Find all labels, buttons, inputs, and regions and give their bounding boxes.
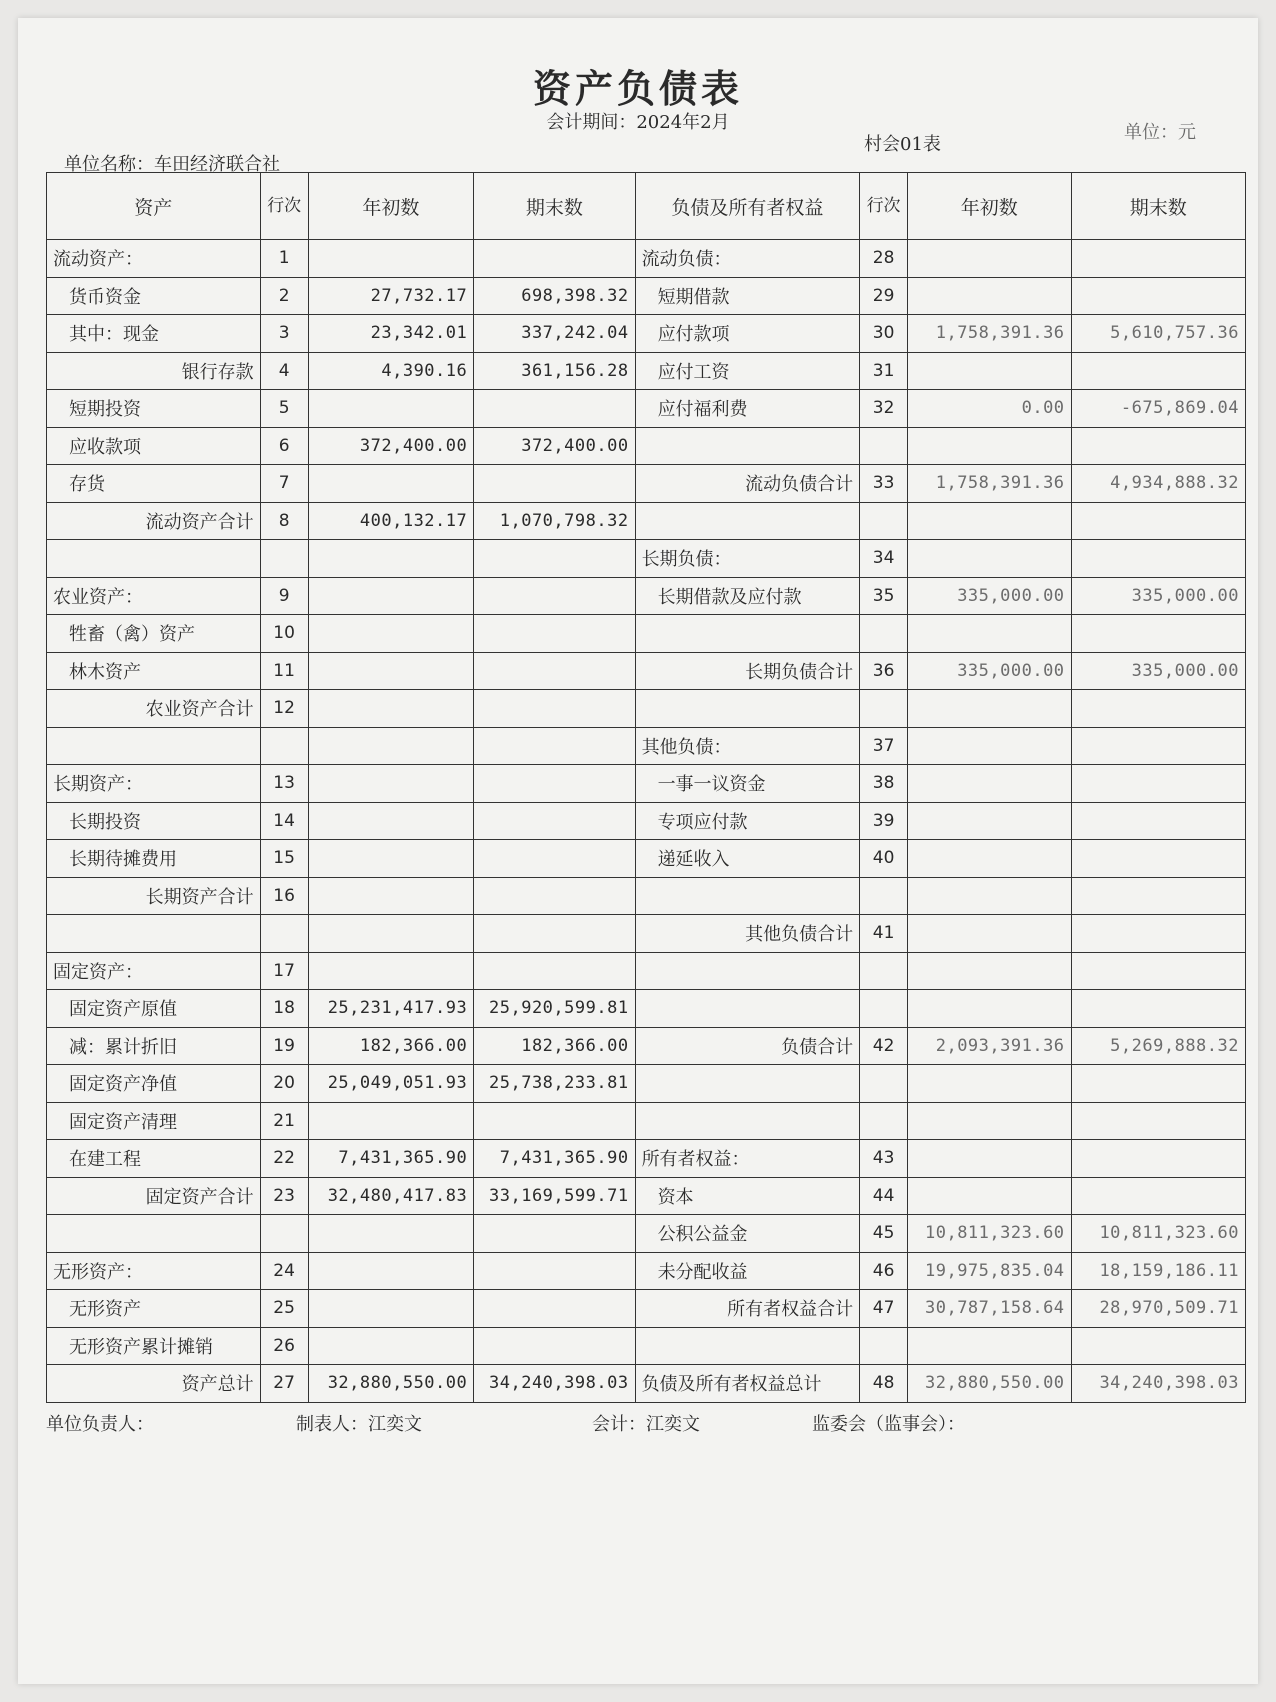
asset-end-value: 25,920,599.81 bbox=[474, 990, 635, 1028]
asset-line-no: 11 bbox=[260, 652, 308, 690]
asset-label: 固定资产清理 bbox=[47, 1102, 261, 1140]
asset-end-value bbox=[474, 690, 635, 728]
table-row bbox=[47, 952, 1246, 990]
table-row bbox=[47, 802, 1246, 840]
liability-begin-value: 1,758,391.36 bbox=[908, 315, 1072, 353]
asset-begin-value bbox=[308, 840, 474, 878]
liability-line-no bbox=[860, 990, 908, 1028]
asset-begin-value bbox=[308, 1102, 474, 1140]
liability-end-value bbox=[1071, 615, 1245, 653]
asset-line-no: 12 bbox=[260, 690, 308, 728]
footer-maker: 制表人：江奕文 bbox=[296, 1414, 422, 1435]
asset-end-value: 34,240,398.03 bbox=[474, 1365, 635, 1403]
liability-begin-value bbox=[908, 615, 1072, 653]
liability-end-value: -675,869.04 bbox=[1071, 390, 1245, 428]
liability-label: 其他负债合计 bbox=[635, 915, 860, 953]
asset-end-value bbox=[474, 802, 635, 840]
liability-end-value: 5,269,888.32 bbox=[1071, 1027, 1245, 1065]
table-row bbox=[47, 1252, 1246, 1290]
asset-line-no: 27 bbox=[260, 1365, 308, 1403]
liability-line-no bbox=[860, 877, 908, 915]
liability-begin-value bbox=[908, 502, 1072, 540]
asset-line-no: 24 bbox=[260, 1252, 308, 1290]
table-row bbox=[47, 390, 1246, 428]
asset-line-no: 23 bbox=[260, 1177, 308, 1215]
asset-line-no: 7 bbox=[260, 465, 308, 503]
asset-begin-value bbox=[308, 1327, 474, 1365]
liability-label: 应付款项 bbox=[635, 315, 860, 353]
form-code: 村会01表 bbox=[864, 134, 941, 155]
liability-line-no: 29 bbox=[860, 277, 908, 315]
asset-begin-value bbox=[308, 1252, 474, 1290]
asset-end-value bbox=[474, 390, 635, 428]
asset-end-value bbox=[474, 915, 635, 953]
liability-begin-value bbox=[908, 427, 1072, 465]
footer-head: 单位负责人： bbox=[46, 1414, 154, 1435]
asset-begin-value bbox=[308, 577, 474, 615]
asset-begin-value bbox=[308, 1290, 474, 1328]
liability-end-value: 4,934,888.32 bbox=[1071, 465, 1245, 503]
asset-end-value bbox=[474, 652, 635, 690]
asset-end-value: 182,366.00 bbox=[474, 1027, 635, 1065]
asset-label bbox=[47, 540, 261, 578]
document-page bbox=[18, 18, 1258, 1684]
asset-line-no bbox=[260, 727, 308, 765]
table-row bbox=[47, 690, 1246, 728]
asset-end-value: 7,431,365.90 bbox=[474, 1140, 635, 1178]
asset-line-no: 19 bbox=[260, 1027, 308, 1065]
asset-label: 固定资产： bbox=[47, 952, 261, 990]
liability-label: 一事一议资金 bbox=[635, 765, 860, 803]
liability-line-no: 37 bbox=[860, 727, 908, 765]
liability-label bbox=[635, 502, 860, 540]
liability-line-no bbox=[860, 615, 908, 653]
asset-end-value: 361,156.28 bbox=[474, 352, 635, 390]
table-row bbox=[47, 990, 1246, 1028]
liability-begin-value bbox=[908, 1102, 1072, 1140]
liability-label bbox=[635, 952, 860, 990]
asset-begin-value bbox=[308, 915, 474, 953]
liability-end-value bbox=[1071, 840, 1245, 878]
liability-end-value: 28,970,509.71 bbox=[1071, 1290, 1245, 1328]
asset-end-value bbox=[474, 952, 635, 990]
footer-accountant: 会计：江奕文 bbox=[592, 1414, 700, 1435]
asset-line-no: 21 bbox=[260, 1102, 308, 1140]
liability-label bbox=[635, 427, 860, 465]
table-row bbox=[47, 1327, 1246, 1365]
liability-label: 流动负债： bbox=[635, 240, 860, 278]
asset-label: 减：累计折旧 bbox=[47, 1027, 261, 1065]
asset-line-no: 18 bbox=[260, 990, 308, 1028]
liability-begin-value bbox=[908, 765, 1072, 803]
liability-label: 资本 bbox=[635, 1177, 860, 1215]
document-title: 资产负债表 bbox=[532, 66, 743, 111]
liability-begin-value bbox=[908, 990, 1072, 1028]
liability-end-value bbox=[1071, 427, 1245, 465]
liability-label: 所有者权益： bbox=[635, 1140, 860, 1178]
asset-line-no: 6 bbox=[260, 427, 308, 465]
liability-line-no: 42 bbox=[860, 1027, 908, 1065]
asset-line-no: 22 bbox=[260, 1140, 308, 1178]
table-row bbox=[47, 840, 1246, 878]
liability-end-value bbox=[1071, 1140, 1245, 1178]
table-row bbox=[47, 1065, 1246, 1103]
asset-label bbox=[47, 915, 261, 953]
asset-end-value bbox=[474, 727, 635, 765]
asset-end-value: 25,738,233.81 bbox=[474, 1065, 635, 1103]
liability-line-no bbox=[860, 502, 908, 540]
liability-begin-value bbox=[908, 915, 1072, 953]
liability-begin-value: 19,975,835.04 bbox=[908, 1252, 1072, 1290]
asset-line-no bbox=[260, 540, 308, 578]
asset-label: 无形资产 bbox=[47, 1290, 261, 1328]
liability-begin-value: 10,811,323.60 bbox=[908, 1215, 1072, 1253]
liability-end-value bbox=[1071, 1177, 1245, 1215]
asset-line-no: 20 bbox=[260, 1065, 308, 1103]
liability-line-no: 44 bbox=[860, 1177, 908, 1215]
liability-begin-value bbox=[908, 540, 1072, 578]
liability-label: 短期借款 bbox=[635, 277, 860, 315]
asset-begin-value: 4,390.16 bbox=[308, 352, 474, 390]
asset-end-value bbox=[474, 1290, 635, 1328]
liability-line-no: 28 bbox=[860, 240, 908, 278]
asset-end-value bbox=[474, 877, 635, 915]
asset-label: 固定资产净值 bbox=[47, 1065, 261, 1103]
table-row bbox=[47, 652, 1246, 690]
asset-label: 固定资产合计 bbox=[47, 1177, 261, 1215]
liability-line-no: 33 bbox=[860, 465, 908, 503]
asset-end-value: 337,242.04 bbox=[474, 315, 635, 353]
asset-line-no: 16 bbox=[260, 877, 308, 915]
asset-line-no: 8 bbox=[260, 502, 308, 540]
liability-line-no bbox=[860, 952, 908, 990]
liability-line-no bbox=[860, 427, 908, 465]
asset-label: 其中：现金 bbox=[47, 315, 261, 353]
liability-end-value bbox=[1071, 1327, 1245, 1365]
asset-line-no: 15 bbox=[260, 840, 308, 878]
asset-label: 应收款项 bbox=[47, 427, 261, 465]
asset-label: 无形资产累计摊销 bbox=[47, 1327, 261, 1365]
table-row bbox=[47, 1027, 1246, 1065]
asset-line-no: 2 bbox=[260, 277, 308, 315]
liability-begin-value bbox=[908, 877, 1072, 915]
liability-begin-value: 30,787,158.64 bbox=[908, 1290, 1072, 1328]
asset-begin-value: 400,132.17 bbox=[308, 502, 474, 540]
liability-end-value bbox=[1071, 540, 1245, 578]
header-liabilities: 负债及所有者权益 bbox=[635, 173, 860, 240]
asset-label: 在建工程 bbox=[47, 1140, 261, 1178]
liability-end-value: 34,240,398.03 bbox=[1071, 1365, 1245, 1403]
asset-label: 银行存款 bbox=[47, 352, 261, 390]
asset-line-no: 5 bbox=[260, 390, 308, 428]
liability-end-value: 18,159,186.11 bbox=[1071, 1252, 1245, 1290]
table-header-row bbox=[47, 173, 1246, 240]
liability-end-value bbox=[1071, 690, 1245, 728]
table-row bbox=[47, 915, 1246, 953]
liability-line-no: 40 bbox=[860, 840, 908, 878]
liability-label bbox=[635, 877, 860, 915]
liability-line-no: 41 bbox=[860, 915, 908, 953]
header-end-2: 期末数 bbox=[1071, 173, 1245, 240]
liability-begin-value bbox=[908, 240, 1072, 278]
asset-begin-value bbox=[308, 540, 474, 578]
asset-begin-value: 27,732.17 bbox=[308, 277, 474, 315]
asset-label bbox=[47, 727, 261, 765]
liability-label bbox=[635, 615, 860, 653]
liability-line-no: 48 bbox=[860, 1365, 908, 1403]
organization-name: 单位名称：车田经济联合社 bbox=[64, 154, 280, 175]
table-row bbox=[47, 1290, 1246, 1328]
table-row bbox=[47, 315, 1246, 353]
liability-begin-value: 0.00 bbox=[908, 390, 1072, 428]
asset-begin-value bbox=[308, 877, 474, 915]
liability-label: 流动负债合计 bbox=[635, 465, 860, 503]
asset-begin-value bbox=[308, 390, 474, 428]
liability-line-no bbox=[860, 690, 908, 728]
balance-sheet-table bbox=[46, 172, 1246, 1403]
liability-label: 长期负债： bbox=[635, 540, 860, 578]
table-row bbox=[47, 577, 1246, 615]
table-row bbox=[47, 502, 1246, 540]
liability-line-no bbox=[860, 1102, 908, 1140]
liability-label: 公积公益金 bbox=[635, 1215, 860, 1253]
table-row bbox=[47, 427, 1246, 465]
liability-label bbox=[635, 990, 860, 1028]
asset-begin-value: 25,049,051.93 bbox=[308, 1065, 474, 1103]
liability-end-value bbox=[1071, 952, 1245, 990]
asset-label: 林木资产 bbox=[47, 652, 261, 690]
footer-supervisor: 监委会（监事会）： bbox=[812, 1414, 965, 1435]
asset-begin-value bbox=[308, 727, 474, 765]
table-row bbox=[47, 1177, 1246, 1215]
liability-label bbox=[635, 690, 860, 728]
liability-label bbox=[635, 1065, 860, 1103]
asset-line-no: 26 bbox=[260, 1327, 308, 1365]
liability-begin-value bbox=[908, 840, 1072, 878]
asset-label: 货币资金 bbox=[47, 277, 261, 315]
table-row bbox=[47, 1365, 1246, 1403]
asset-begin-value: 32,880,550.00 bbox=[308, 1365, 474, 1403]
asset-line-no: 3 bbox=[260, 315, 308, 353]
liability-label: 应付工资 bbox=[635, 352, 860, 390]
accounting-period: 会计期间：2024年2月 bbox=[546, 112, 730, 133]
liability-label: 负债及所有者权益总计 bbox=[635, 1365, 860, 1403]
liability-begin-value bbox=[908, 802, 1072, 840]
liability-label: 长期借款及应付款 bbox=[635, 577, 860, 615]
asset-line-no bbox=[260, 915, 308, 953]
asset-end-value: 1,070,798.32 bbox=[474, 502, 635, 540]
header-asset: 资产 bbox=[47, 173, 261, 240]
liability-line-no: 32 bbox=[860, 390, 908, 428]
asset-label: 农业资产： bbox=[47, 577, 261, 615]
asset-end-value: 372,400.00 bbox=[474, 427, 635, 465]
asset-label: 牲畜（禽）资产 bbox=[47, 615, 261, 653]
liability-begin-value: 32,880,550.00 bbox=[908, 1365, 1072, 1403]
asset-label: 农业资产合计 bbox=[47, 690, 261, 728]
asset-label: 资产总计 bbox=[47, 1365, 261, 1403]
asset-end-value: 33,169,599.71 bbox=[474, 1177, 635, 1215]
liability-end-value: 335,000.00 bbox=[1071, 652, 1245, 690]
liability-end-value bbox=[1071, 990, 1245, 1028]
header-begin-2: 年初数 bbox=[908, 173, 1072, 240]
table-row bbox=[47, 540, 1246, 578]
asset-begin-value: 32,480,417.83 bbox=[308, 1177, 474, 1215]
liability-end-value bbox=[1071, 277, 1245, 315]
asset-line-no: 25 bbox=[260, 1290, 308, 1328]
liability-begin-value bbox=[908, 1327, 1072, 1365]
asset-line-no: 4 bbox=[260, 352, 308, 390]
asset-end-value: 698,398.32 bbox=[474, 277, 635, 315]
liability-end-value bbox=[1071, 727, 1245, 765]
asset-end-value bbox=[474, 465, 635, 503]
liability-end-value bbox=[1071, 877, 1245, 915]
table-row bbox=[47, 1140, 1246, 1178]
asset-begin-value bbox=[308, 802, 474, 840]
asset-begin-value: 7,431,365.90 bbox=[308, 1140, 474, 1178]
table-row bbox=[47, 465, 1246, 503]
liability-end-value: 10,811,323.60 bbox=[1071, 1215, 1245, 1253]
liability-line-no: 38 bbox=[860, 765, 908, 803]
table-row bbox=[47, 765, 1246, 803]
table-row bbox=[47, 727, 1246, 765]
asset-label: 存货 bbox=[47, 465, 261, 503]
liability-end-value: 335,000.00 bbox=[1071, 577, 1245, 615]
asset-begin-value bbox=[308, 765, 474, 803]
asset-line-no: 9 bbox=[260, 577, 308, 615]
asset-end-value bbox=[474, 765, 635, 803]
asset-begin-value bbox=[308, 652, 474, 690]
liability-label: 未分配收益 bbox=[635, 1252, 860, 1290]
asset-end-value bbox=[474, 577, 635, 615]
liability-begin-value: 1,758,391.36 bbox=[908, 465, 1072, 503]
asset-label: 无形资产： bbox=[47, 1252, 261, 1290]
liability-begin-value bbox=[908, 727, 1072, 765]
asset-end-value bbox=[474, 240, 635, 278]
table-row bbox=[47, 352, 1246, 390]
asset-begin-value bbox=[308, 1215, 474, 1253]
liability-begin-value: 2,093,391.36 bbox=[908, 1027, 1072, 1065]
liability-line-no bbox=[860, 1327, 908, 1365]
liability-line-no: 31 bbox=[860, 352, 908, 390]
asset-label: 长期投资 bbox=[47, 802, 261, 840]
liability-label: 递延收入 bbox=[635, 840, 860, 878]
liability-begin-value bbox=[908, 1177, 1072, 1215]
asset-label: 流动资产合计 bbox=[47, 502, 261, 540]
header-end: 期末数 bbox=[474, 173, 635, 240]
table-row bbox=[47, 877, 1246, 915]
asset-label: 固定资产原值 bbox=[47, 990, 261, 1028]
liability-begin-value bbox=[908, 352, 1072, 390]
asset-label: 短期投资 bbox=[47, 390, 261, 428]
liability-label: 专项应付款 bbox=[635, 802, 860, 840]
liability-line-no: 45 bbox=[860, 1215, 908, 1253]
asset-label: 长期资产合计 bbox=[47, 877, 261, 915]
asset-line-no: 14 bbox=[260, 802, 308, 840]
liability-line-no: 35 bbox=[860, 577, 908, 615]
liability-end-value bbox=[1071, 765, 1245, 803]
table-row bbox=[47, 1215, 1246, 1253]
asset-begin-value bbox=[308, 690, 474, 728]
table-row bbox=[47, 615, 1246, 653]
asset-line-no: 10 bbox=[260, 615, 308, 653]
table-row bbox=[47, 1102, 1246, 1140]
liability-label: 其他负债： bbox=[635, 727, 860, 765]
liability-line-no: 47 bbox=[860, 1290, 908, 1328]
liability-line-no: 30 bbox=[860, 315, 908, 353]
asset-begin-value: 23,342.01 bbox=[308, 315, 474, 353]
asset-end-value bbox=[474, 540, 635, 578]
asset-begin-value: 25,231,417.93 bbox=[308, 990, 474, 1028]
asset-label: 长期待摊费用 bbox=[47, 840, 261, 878]
liability-label: 负债合计 bbox=[635, 1027, 860, 1065]
liability-begin-value bbox=[908, 952, 1072, 990]
liability-end-value bbox=[1071, 352, 1245, 390]
liability-end-value bbox=[1071, 240, 1245, 278]
liability-label bbox=[635, 1102, 860, 1140]
liability-begin-value bbox=[908, 1140, 1072, 1178]
asset-end-value bbox=[474, 1102, 635, 1140]
liability-line-no: 34 bbox=[860, 540, 908, 578]
liability-label bbox=[635, 1327, 860, 1365]
asset-begin-value bbox=[308, 465, 474, 503]
asset-end-value bbox=[474, 1252, 635, 1290]
liability-begin-value: 335,000.00 bbox=[908, 652, 1072, 690]
liability-line-no: 36 bbox=[860, 652, 908, 690]
asset-end-value bbox=[474, 840, 635, 878]
liability-line-no: 39 bbox=[860, 802, 908, 840]
liability-begin-value bbox=[908, 277, 1072, 315]
asset-begin-value: 372,400.00 bbox=[308, 427, 474, 465]
currency-unit: 单位：元 bbox=[1124, 122, 1196, 143]
liability-end-value bbox=[1071, 915, 1245, 953]
liability-end-value: 5,610,757.36 bbox=[1071, 315, 1245, 353]
header-line: 行次 bbox=[260, 173, 308, 240]
liability-label: 应付福利费 bbox=[635, 390, 860, 428]
liability-end-value bbox=[1071, 502, 1245, 540]
header-begin: 年初数 bbox=[308, 173, 474, 240]
liability-line-no bbox=[860, 1065, 908, 1103]
liability-label: 长期负债合计 bbox=[635, 652, 860, 690]
asset-line-no: 13 bbox=[260, 765, 308, 803]
asset-end-value bbox=[474, 1327, 635, 1365]
table-row bbox=[47, 277, 1246, 315]
asset-begin-value bbox=[308, 952, 474, 990]
asset-begin-value bbox=[308, 240, 474, 278]
asset-line-no bbox=[260, 1215, 308, 1253]
asset-begin-value: 182,366.00 bbox=[308, 1027, 474, 1065]
liability-begin-value: 335,000.00 bbox=[908, 577, 1072, 615]
liability-line-no: 46 bbox=[860, 1252, 908, 1290]
asset-label bbox=[47, 1215, 261, 1253]
liability-label: 所有者权益合计 bbox=[635, 1290, 860, 1328]
asset-label: 长期资产： bbox=[47, 765, 261, 803]
liability-begin-value bbox=[908, 690, 1072, 728]
liability-begin-value bbox=[908, 1065, 1072, 1103]
asset-end-value bbox=[474, 615, 635, 653]
liability-end-value bbox=[1071, 1065, 1245, 1103]
asset-label: 流动资产： bbox=[47, 240, 261, 278]
asset-end-value bbox=[474, 1215, 635, 1253]
asset-line-no: 17 bbox=[260, 952, 308, 990]
asset-line-no: 1 bbox=[260, 240, 308, 278]
header-line-2: 行次 bbox=[860, 173, 908, 240]
asset-begin-value bbox=[308, 615, 474, 653]
table-row bbox=[47, 240, 1246, 278]
liability-end-value bbox=[1071, 1102, 1245, 1140]
liability-line-no: 43 bbox=[860, 1140, 908, 1178]
liability-end-value bbox=[1071, 802, 1245, 840]
